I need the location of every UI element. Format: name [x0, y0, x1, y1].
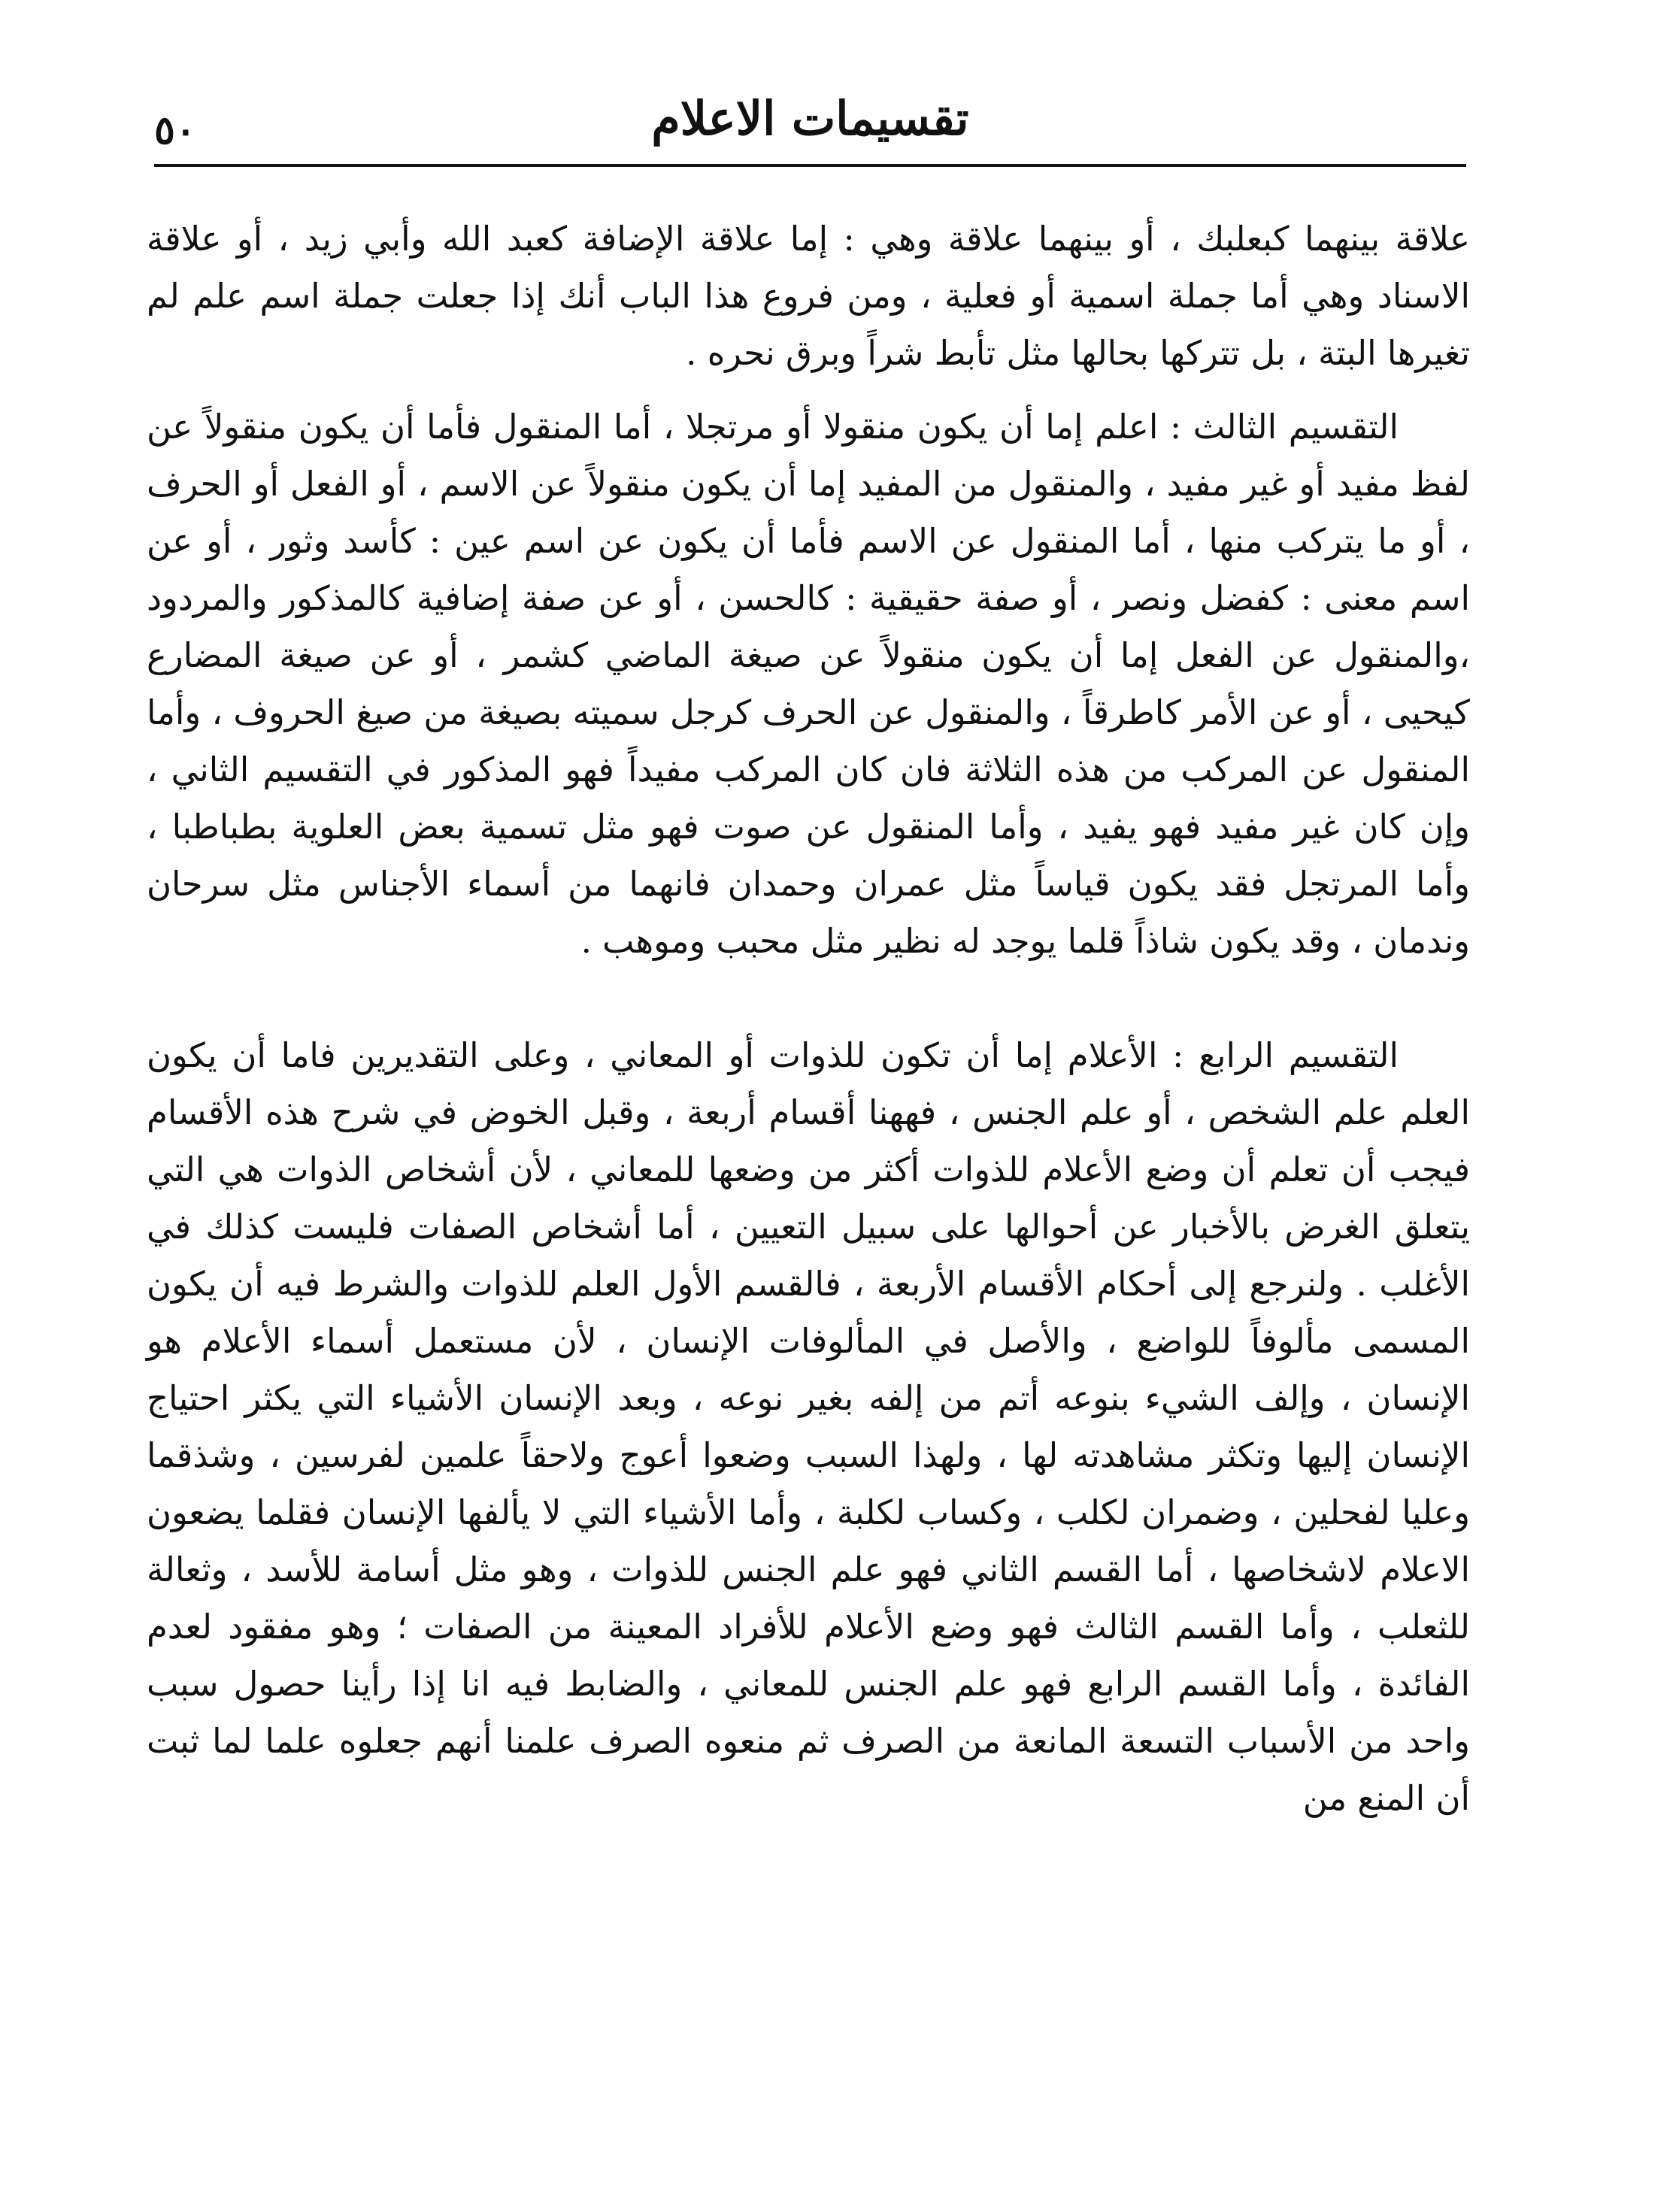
paragraph-fourth-division: التقسيم الرابع : الأعلام إما أن تكون للذوات أو المعاني ، وعلى التقديرين فاما أن يكون العلم علم الشخص ، أو علم الجنس ، فههنا أقسام أربعة ، وقبل الخوض في شرح هذه الأقسام فيجب أن تعلم أن وضع الأعلام للذوات أكثر من وضعها للمعاني ، لأن أشخاص الذوات هي التي يتعلق الغرض بالأخبار عن أحوالها على سبيل التعيين ، أما أشخاص الصفات فليست كذلك في الأغلب . ولنرجع إلى أحكام الأقسام الأربعة ، فالقسم الأول العلم للذوات والشرط فيه أن يكون المسمى مألوفاً للواضع ، والأصل في المألوفات الإنسان ، لأن مستعمل أسماء الأعلام هو الإنسان ، وإلف الشيء بنوعه أتم من إلفه بغير نوعه ، وبعد الإنسان الأشياء التي يكثر احتياج الإنسان إليها وتكثر مشاهدته لها ، ولهذا السبب وضعوا أعوج ولاحقاً علمين لفرسين ، وشذقما وعليا لفحلين ، وضمران لكلب ، وكساب لكلبة ، وأما الأشياء التي لا يألفها الإنسان فقلما يضعون الاعلام لاشخاصها ، أما القسم الثاني فهو علم الجنس للذوات ، وهو مثل أسامة للأسد ، وثعالة للثعلب ، وأما القسم الثالث فهو وضع الأعلام للأفراد المعينة من الصفات ؛ وهو مفقود لعدم الفائدة ، وأما القسم الرابع فهو علم الجنس للمعاني ، والضابط فيه انا إذا رأينا حصول سبب واحد من الأسباب التسعة المانعة من الصرف ثم منعوه الصرف علمنا أنهم جعلوه علما لما ثبت أن المنع من: [147, 1035, 1470, 1818]
paragraph-third-division: التقسيم الثالث : اعلم إما أن يكون منقولا أو مرتجلا ، أما المنقول فأما أن يكون منقولاً عن لفظ مفيد أو غير مفيد ، والمنقول من المفيد إما أن يكون منقولاً عن الاسم ، أو الفعل أو الحرف ، أو ما يتركب منها ، أما المنقول عن الاسم فأما أن يكون عن اسم عين : كأسد وثور ، أو عن اسم معنى : كفضل ونصر ، أو صفة حقيقية : كالحسن ، أو عن صفة إضافية كالمذكور والمردود ،والمنقول عن الفعل إما أن يكون منقولاً عن صيغة الماضي كشمر ، أو عن صيغة المضارع كيحيى ، أو عن الأمر كاطرقاً ، والمنقول عن الحرف كرجل سميته بصيغة من صيغ الحروف ، وأما المنقول عن المركب من هذه الثلاثة فان كان المركب مفيداً فهو المذكور في التقسيم الثاني ، وإن كان غير مفيد فهو يفيد ، وأما المنقول عن صوت فهو مثل تسمية بعض العلوية بطباطبا ، وأما المرتجل فقد يكون قياساً مثل عمران وحمدان فانهما من أسماء الأجناس مثل سرحان وندمان ، وقد يكون شاذاً قلما يوجد له نظير مثل محبب وموهب .: [147, 407, 1470, 961]
paragraph-gap: [147, 382, 1470, 398]
page-number: ٥٠: [154, 108, 196, 153]
header-rule: [154, 164, 1466, 167]
page-header: [154, 83, 1466, 173]
running-title: تقسيمات الاعلام: [651, 91, 969, 146]
paragraph-continuation: علاقة بينهما كبعلبك ، أو بينهما علاقة وهي : إما علاقة الإضافة كعبد الله وأبي زيد ، أو علاقة الاسناد وهي أما جملة اسمية أو فعلية ، ومن فروع هذا الباب أنك إذا جعلت جملة اسم علم لم تغيرها البتة ، بل تتركها بحالها مثل تأبط شراً وبرق نحره .: [147, 219, 1470, 373]
body-text: [147, 211, 1470, 1827]
paragraph-gap: [147, 970, 1470, 1027]
